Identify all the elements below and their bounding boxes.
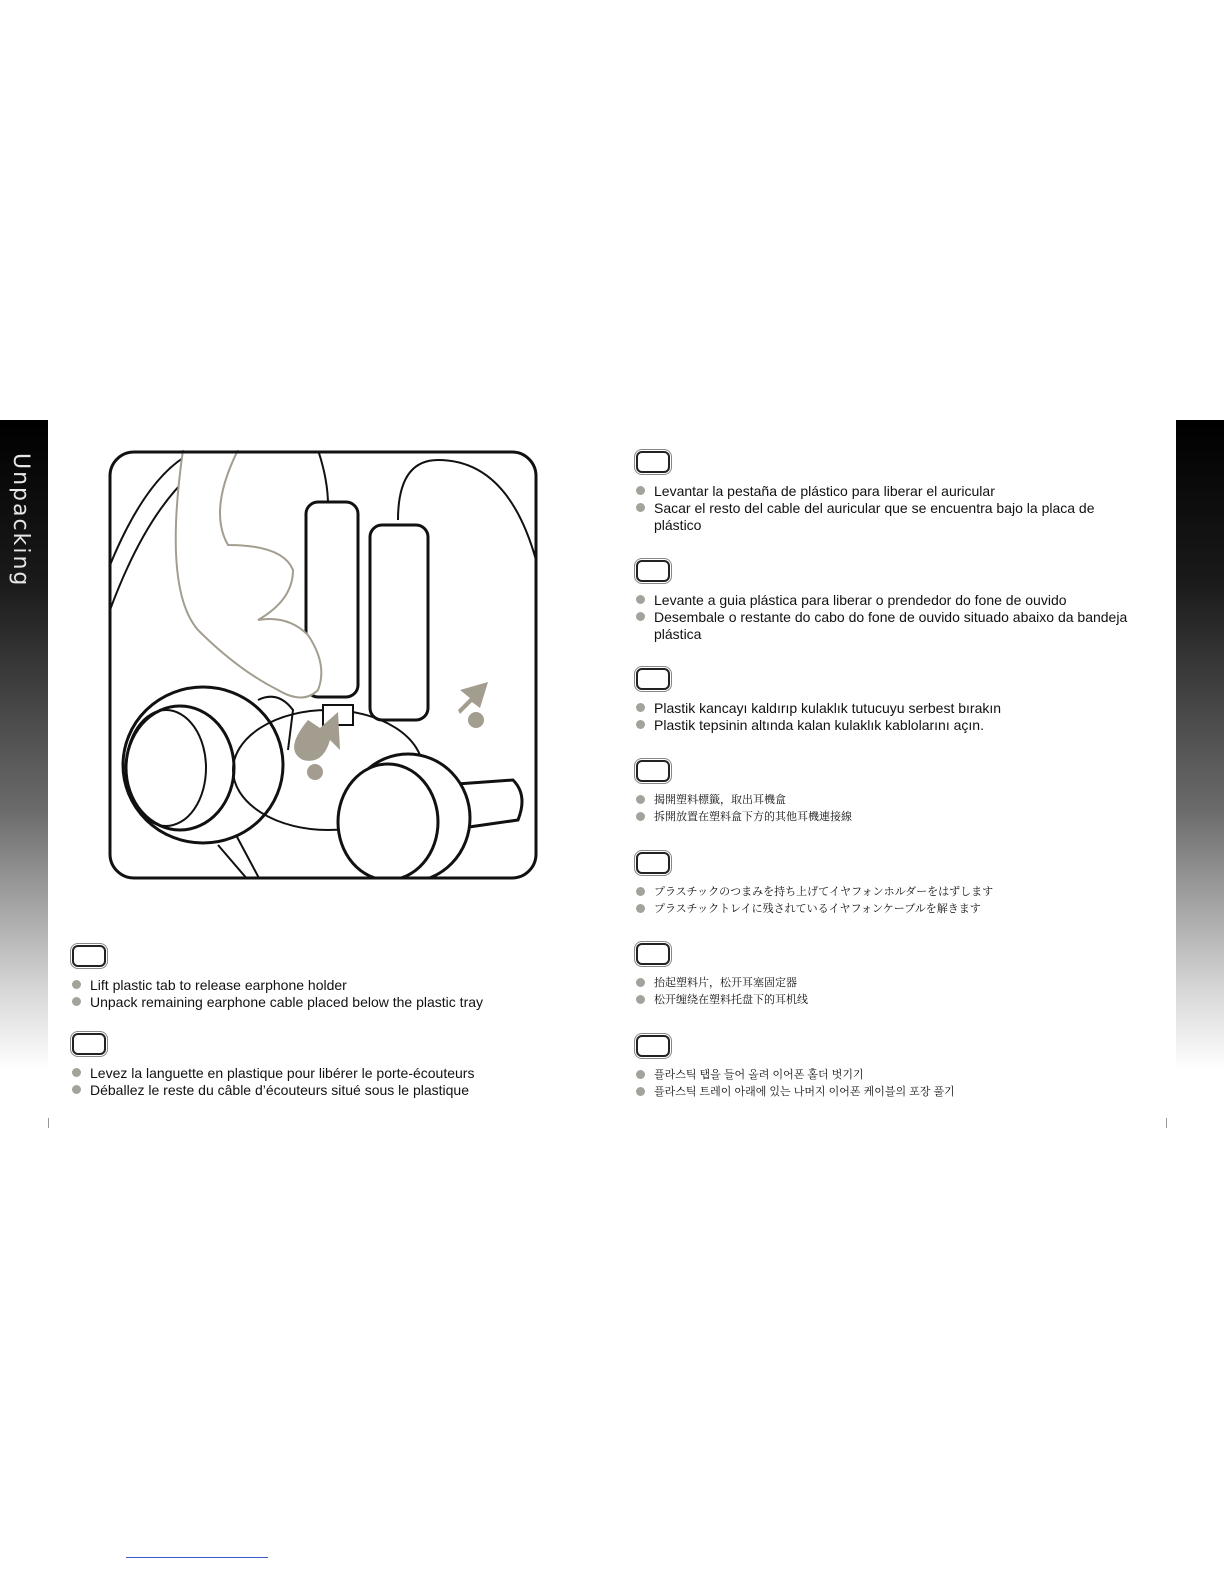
list-item: Desembale o restante do cabo do fone de ouvido situado abaixo da bandeja xyxy=(636,609,1156,626)
list-item: 플라스틱 트레이 아래에 있는 나머지 이어폰 케이블의 포장 풀기 xyxy=(636,1084,1156,1101)
section-turkish xyxy=(636,668,1156,734)
bullet-icon xyxy=(636,703,645,712)
list-item: Lift plastic tab to release earphone holder xyxy=(72,977,592,994)
list-item-continuation: plástica xyxy=(654,626,702,642)
language-badge xyxy=(72,1033,106,1055)
language-badge xyxy=(636,1035,670,1057)
bullet-icon xyxy=(636,612,645,621)
bullet-icon xyxy=(636,978,645,987)
bullet-icon xyxy=(636,887,645,896)
language-badge xyxy=(636,760,670,782)
bullet-icon xyxy=(636,595,645,604)
list-item: Plastik kancayı kaldırıp kulaklık tutucuyu serbest bırakın xyxy=(636,700,1156,717)
list-item-continuation: plástico xyxy=(654,517,702,533)
lift-arrow-icon xyxy=(458,682,488,714)
crop-mark-left xyxy=(48,1118,49,1128)
bullet-icon xyxy=(72,1068,81,1077)
bullet-icon xyxy=(636,503,645,512)
list-item: Levantar la pestaña de plástico para liberar el auricular xyxy=(636,483,1156,500)
language-badge xyxy=(636,852,670,874)
section-english xyxy=(72,945,592,1011)
section-portuguese xyxy=(636,560,1156,643)
list-item: 抬起塑料片，松开耳塞固定器 xyxy=(636,975,1156,992)
section-traditional-chinese xyxy=(636,760,1156,826)
earbud-right-icon xyxy=(338,754,522,880)
bullet-icon xyxy=(636,904,645,913)
list-item: Levez la languette en plastique pour libérer le porte-écouteurs xyxy=(72,1065,592,1082)
section-korean xyxy=(636,1035,1156,1101)
list-item: 플라스틱 탭을 들어 올려 이어폰 홀더 벗기기 xyxy=(636,1067,1156,1084)
bullet-icon xyxy=(636,486,645,495)
list-item: 拆開放置在塑料盒下方的其他耳機連接線 xyxy=(636,809,1156,826)
list-item: Déballez le reste du câble d’écouteurs situé sous le plastique xyxy=(72,1082,592,1099)
section-spanish xyxy=(636,451,1156,534)
list-item: Plastik tepsinin altında kalan kulaklık kablolarını açın. xyxy=(636,717,1156,734)
language-badge xyxy=(72,945,106,967)
language-badge xyxy=(636,451,670,473)
hand-icon xyxy=(176,450,322,698)
earbud-left-icon xyxy=(123,687,293,880)
cable-plug-icon xyxy=(306,450,536,720)
section-french xyxy=(72,1033,592,1099)
rotate-arrow-icon xyxy=(294,712,340,761)
list-item: プラスチックのつまみを持ち上げてイヤフォンホルダーをはずします xyxy=(636,884,1156,901)
list-item: Sacar el resto del cable del auricular que se encuentra bajo la placa de xyxy=(636,500,1156,517)
list-item: 揭開塑料標籤，取出耳機盒 xyxy=(636,792,1156,809)
bullet-icon xyxy=(636,1087,645,1096)
right-side-tab xyxy=(1176,420,1224,1070)
bullet-icon xyxy=(636,795,645,804)
step-dot-icon xyxy=(307,764,323,780)
bullet-icon xyxy=(636,812,645,821)
language-badge xyxy=(636,668,670,690)
list-item: Unpack remaining earphone cable placed below the plastic tray xyxy=(72,994,592,1011)
list-item: プラスチックトレイに残されているイヤフォンケーブルを解きます xyxy=(636,901,1156,918)
bullet-icon xyxy=(636,720,645,729)
bullet-icon xyxy=(636,1070,645,1079)
crop-mark-right xyxy=(1166,1118,1167,1128)
section-simplified-chinese xyxy=(636,943,1156,1009)
footer-link-underline xyxy=(126,1557,268,1558)
section-japanese xyxy=(636,852,1156,918)
list-item: Levante a guia plástica para liberar o prendedor do fone de ouvido xyxy=(636,592,1156,609)
bullet-icon xyxy=(72,980,81,989)
language-badge xyxy=(636,560,670,582)
list-item: 松开缠绕在塑料托盘下的耳机线 xyxy=(636,992,1156,1009)
bullet-icon xyxy=(636,995,645,1004)
unpacking-illustration xyxy=(108,450,538,880)
section-title: Unpacking xyxy=(8,453,33,588)
step-dot-icon xyxy=(468,712,484,728)
bullet-icon xyxy=(72,997,81,1006)
bullet-icon xyxy=(72,1085,81,1094)
language-badge xyxy=(636,943,670,965)
